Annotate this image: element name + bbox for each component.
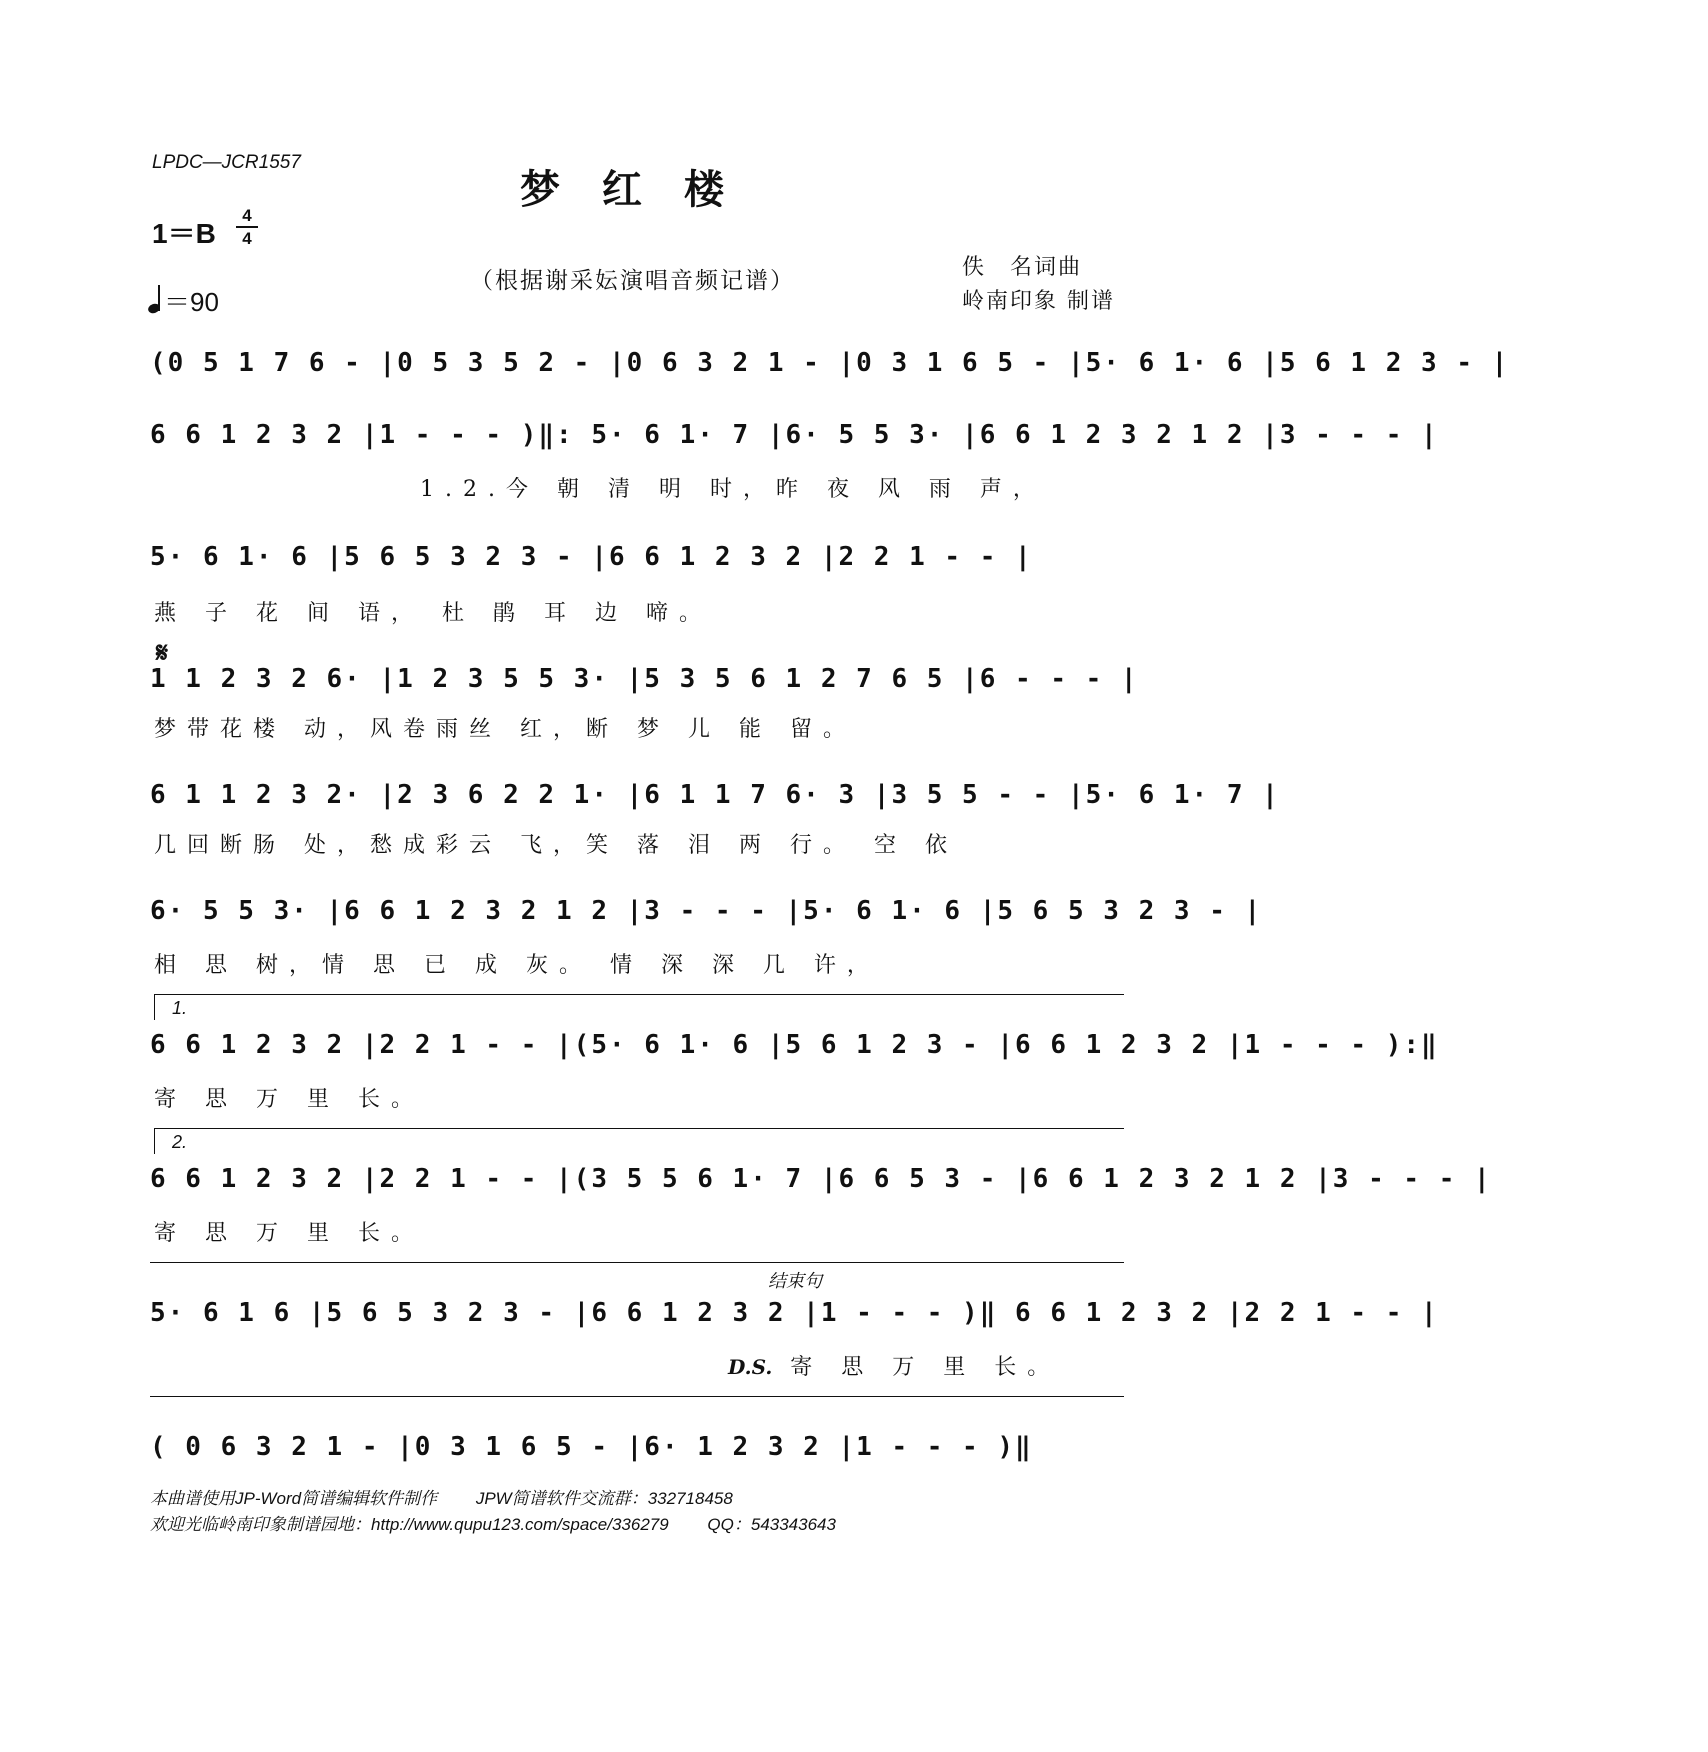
volta-2-bracket	[154, 1128, 1124, 1129]
quarter-note-icon	[148, 285, 164, 315]
score-row-9: 5· 6 1 6 |5 6 5 3 2 3 - |6 6 1 2 3 2 |1 - - - )‖ 6 6 1 2 3 2 |2 2 1 - - |	[150, 1298, 1439, 1328]
time-top: 4	[242, 206, 252, 225]
footer-line-2: 欢迎光临岭南印象制谱园地：http://www.qupu123.com/space/336279 QQ：543343643	[150, 1515, 836, 1534]
tempo-value: ＝90	[164, 287, 219, 317]
score-row-3: 5· 6 1· 6 |5 6 5 3 2 3 - |6 6 1 2 3 2 |2 2 1 - - |	[150, 542, 1033, 572]
song-title: 梦红楼	[520, 166, 766, 213]
time-signature	[236, 206, 258, 248]
ending-bracket-line	[150, 1262, 1124, 1263]
score-row-8: 6 6 1 2 3 2 |2 2 1 - - |(3 5 5 6 1· 7 |6 6 5 3 - |6 6 1 2 3 2 1 2 |3 - - - |	[150, 1164, 1492, 1194]
subtitle: （根据谢采妘演唱音频记谱）	[470, 268, 795, 294]
score-row-1: (0 5 1 7 6 - |0 5 3 5 2 - |0 6 3 2 1 - |0 3 1 6 5 - |5· 6 1· 6 |5 6 1 2 3 - |	[150, 348, 1510, 378]
score-row-2: 6 6 1 2 3 2 |1 - - - )‖: 5· 6 1· 7 |6· 5 5 3· |6 6 1 2 3 2 1 2 |3 - - - |	[150, 420, 1439, 450]
lyric-row-5: 几回断肠 处，愁成彩云 飞，笑 落 泪 两 行。 空 依	[154, 833, 958, 858]
lyric-row-7: 寄 思 万 里 长。	[154, 1087, 424, 1112]
volta-2-tick	[154, 1128, 155, 1154]
lyric-row-4: 梦带花楼 动，风卷雨丝 红，断 梦 儿 能 留。	[154, 717, 856, 742]
volta-1-label: 1.	[172, 998, 188, 1018]
key-signature: 1＝B	[152, 218, 216, 249]
credit-score: 岭南印象 制谱	[962, 289, 1115, 314]
score-row-5: 6 1 1 2 3 2· |2 3 6 2 2 1· |6 1 1 7 6· 3 |3 5 5 - - |5· 6 1· 7 |	[150, 780, 1280, 810]
time-bar	[236, 226, 258, 228]
lyric-row-6: 相 思 树，情 思 已 成 灰。 情 深 深 几 许，	[154, 953, 880, 978]
lyric-row-8: 寄 思 万 里 长。	[154, 1221, 424, 1246]
score-row-10: ( 0 6 3 2 1 - |0 3 1 6 5 - |6· 1 2 3 2 |1 - - - )‖	[150, 1432, 1033, 1462]
volta-2-label: 2.	[172, 1132, 188, 1152]
lyric-row-9-text: 寄 思 万 里 长。	[790, 1355, 1061, 1380]
time-bottom: 4	[242, 229, 252, 248]
score-row-7: 6 6 1 2 3 2 |2 2 1 - - |(5· 6 1· 6 |5 6 1 2 3 - |6 6 1 2 3 2 |1 - - - ):‖	[150, 1030, 1439, 1060]
volta-1-bracket	[154, 994, 1124, 995]
ending-label: 结束句	[768, 1271, 822, 1291]
lyric-row-3: 燕 子 花 间 语， 杜 鹃 耳 边 啼。	[154, 601, 712, 626]
score-row-6: 6· 5 5 3· |6 6 1 2 3 2 1 2 |3 - - - |5· 6 1· 6 |5 6 5 3 2 3 - |	[150, 896, 1263, 926]
footer-line-1: 本曲谱使用JP-Word简谱编辑软件制作 JPW简谱软件交流群：332718458	[150, 1489, 733, 1508]
lyric-row-9	[728, 1350, 1708, 1381]
segno-sign: 𝄋	[156, 636, 169, 669]
dal-segno-marking: D.S.	[728, 1355, 773, 1379]
volta-1-tick	[154, 994, 155, 1020]
credit-lyrics: 佚 名词曲	[962, 255, 1083, 280]
lyric-row-2: 1.2.今 朝 清 明 时，昨 夜 风 雨 声，	[420, 477, 1046, 502]
tempo-marking	[148, 282, 219, 319]
row-10-line	[150, 1396, 1124, 1397]
score-row-4: 1 1 2 3 2 6· |1 2 3 5 5 3· |5 3 5 6 1 2 7 6 5 |6 - - - |	[150, 664, 1139, 694]
score-code: LPDC—JCR1557	[152, 152, 301, 173]
